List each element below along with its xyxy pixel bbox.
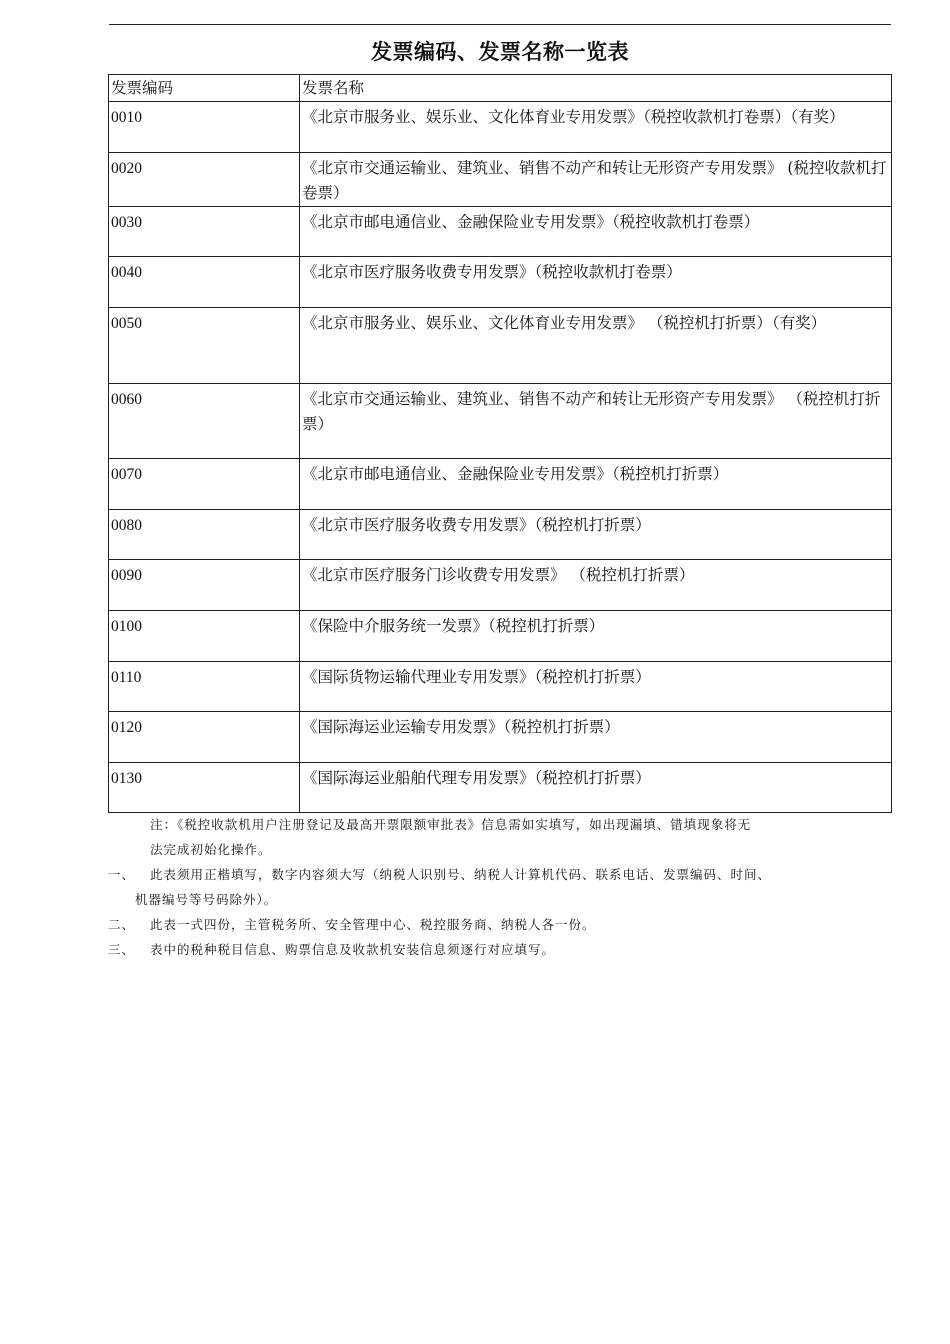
invoice-name: 《北京市服务业、娱乐业、文化体育业专用发票》（税控收款机打卷票）（有奖） (300, 102, 892, 153)
note-line: 注：《税控收款机用户注册登记及最高开票限额审批表》信息需如实填写，如出现漏填、错填现象将无 (150, 817, 752, 832)
invoice-name: 《国际货物运输代理业专用发票》（税控机打折票） (300, 662, 892, 712)
table-row (109, 560, 892, 611)
note-line: 法完成初始化操作。 (150, 842, 272, 857)
note-item (108, 937, 868, 962)
note-text-continued: 机器编号等号码除外）。 (135, 892, 278, 907)
invoice-code: 0030 (109, 207, 300, 257)
header-name: 发票名称 (300, 75, 892, 102)
invoice-code: 0050 (109, 308, 300, 384)
invoice-code: 0070 (109, 459, 300, 510)
invoice-code: 0120 (109, 712, 300, 763)
invoice-name: 《北京市交通运输业、建筑业、销售不动产和转让无形资产专用发票》 (税控收款机打卷票） (300, 153, 892, 207)
invoice-code: 0040 (109, 257, 300, 308)
table-row (109, 763, 892, 813)
table-row (109, 712, 892, 763)
invoice-name: 《北京市医疗服务收费专用发票》（税控收款机打卷票） (300, 257, 892, 308)
invoice-name: 《国际海运业运输专用发票》（税控机打折票） (300, 712, 892, 763)
notes-section (108, 812, 868, 962)
note-text: 此表一式四份，主管税务所、安全管理中心、税控服务商、纳税人各一份。 (150, 917, 596, 932)
note-number: 三、 (108, 942, 136, 957)
top-rule (109, 24, 891, 25)
note-number: 二、 (108, 917, 136, 932)
invoice-code: 0080 (109, 510, 300, 560)
page-title: 发票编码、发票名称一览表 (371, 39, 629, 64)
invoice-code: 0020 (109, 153, 300, 207)
note-text: 此表须用正楷填写，数字内容须大写（纳税人识别号、纳税人计算机代码、联系电话、发票编码、时间、 (150, 867, 772, 882)
invoice-name: 《北京市邮电通信业、金融保险业专用发票》（税控收款机打卷票） (300, 207, 892, 257)
note-text: 表中的税种税目信息、购票信息及收款机安装信息须逐行对应填写。 (150, 942, 556, 957)
table-row (109, 207, 892, 257)
table-row (109, 510, 892, 560)
note-item (108, 912, 868, 937)
invoice-code: 0110 (109, 662, 300, 712)
invoice-name: 《保险中介服务统一发票》（税控机打折票） (300, 611, 892, 662)
invoice-name: 《北京市服务业、娱乐业、文化体育业专用发票》 （税控机打折票）（有奖） (300, 308, 892, 384)
invoice-code: 0100 (109, 611, 300, 662)
invoice-name: 《北京市邮电通信业、金融保险业专用发票》（税控机打折票） (300, 459, 892, 510)
invoice-code: 0090 (109, 560, 300, 611)
note-item (108, 862, 868, 887)
header-code: 发票编码 (109, 75, 300, 102)
table-row (109, 308, 892, 384)
invoice-name: 《北京市交通运输业、建筑业、销售不动产和转让无形资产专用发票》 （税控机打折票） (300, 384, 892, 459)
table-row (109, 662, 892, 712)
invoice-code: 0130 (109, 763, 300, 813)
table-row (109, 459, 892, 510)
table-row (109, 102, 892, 153)
invoice-name: 《国际海运业船舶代理专用发票》（税控机打折票） (300, 763, 892, 813)
invoice-code: 0010 (109, 102, 300, 153)
table-header-row (109, 75, 892, 102)
table-row (109, 257, 892, 308)
invoice-table (108, 74, 892, 813)
table-row (109, 384, 892, 459)
invoice-name: 《北京市医疗服务门诊收费专用发票》 （税控机打折票） (300, 560, 892, 611)
invoice-name: 《北京市医疗服务收费专用发票》（税控机打折票） (300, 510, 892, 560)
table-row (109, 611, 892, 662)
invoice-code: 0060 (109, 384, 300, 459)
table-row (109, 153, 892, 207)
note-number: 一、 (108, 867, 136, 882)
